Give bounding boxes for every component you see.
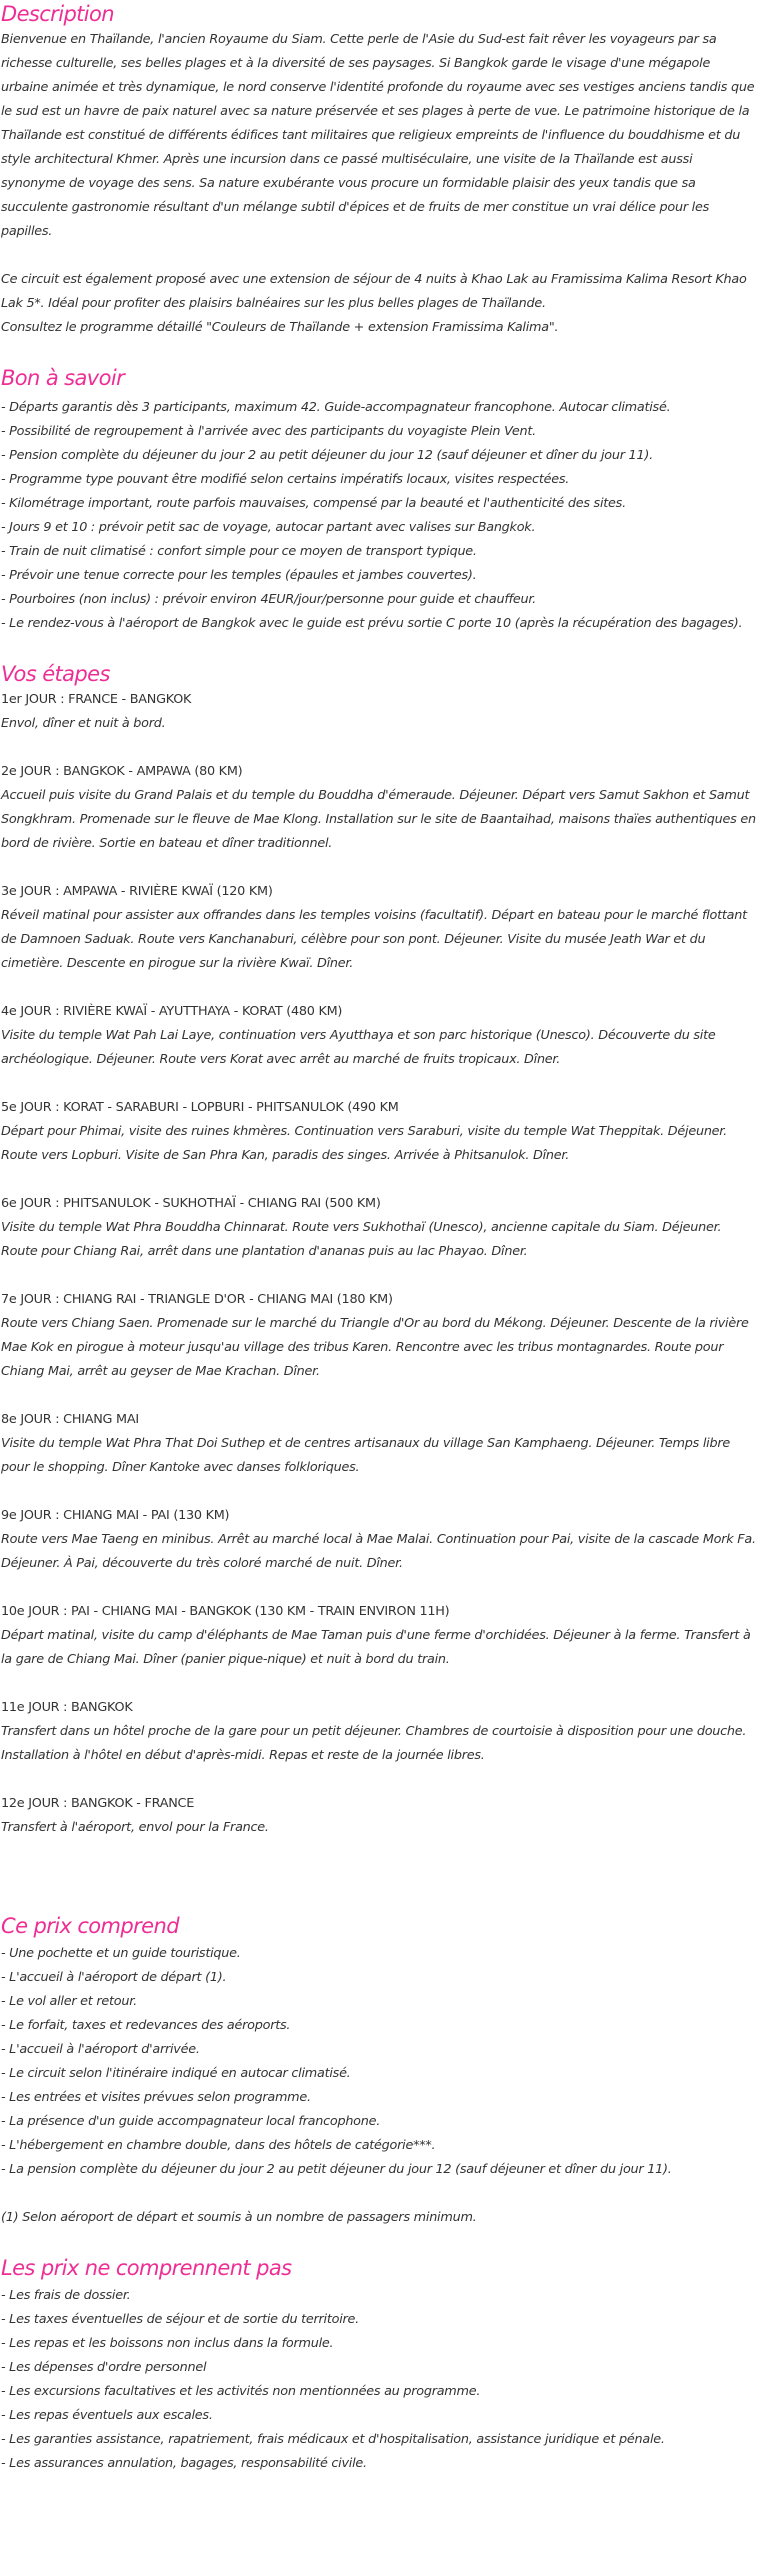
list-item: - Une pochette et un guide touristique. bbox=[1, 1946, 241, 1961]
list-item: - Le circuit selon l'itinéraire indiqué en autocar climatisé. bbox=[1, 2066, 351, 2081]
list-item: - Les garanties assistance, rapatriement, frais médicaux et d'hospitalisation, assistance juridique et pénale. bbox=[1, 2432, 665, 2447]
day-block bbox=[1, 688, 758, 736]
day-title: 4e JOUR : RIVIÈRE KWAÏ - AYUTTHAYA - KORAT (480 KM) bbox=[1, 1004, 343, 1019]
list-item: - L'accueil à l'aéroport de départ (1). bbox=[1, 1970, 227, 1985]
day-title: 9e JOUR : CHIANG MAI - PAI (130 KM) bbox=[1, 1508, 230, 1523]
day-block bbox=[1, 760, 758, 856]
day-block bbox=[1, 1408, 758, 1480]
list-item: - Kilométrage important, route parfois mauvaises, compensé par la beauté et l'authenticité des sites. bbox=[1, 496, 626, 511]
list-item: - Jours 9 et 10 : prévoir petit sac de voyage, autocar partant avec valises sur Bangkok. bbox=[1, 520, 536, 535]
list-item: - Les dépenses d'ordre personnel bbox=[1, 2360, 207, 2375]
day-title: 12e JOUR : BANGKOK - FRANCE bbox=[1, 1796, 195, 1811]
list-item: - Les assurances annulation, bagages, responsabilité civile. bbox=[1, 2456, 367, 2471]
list-item: - Les excursions facultatives et les activités non mentionnées au programme. bbox=[1, 2384, 481, 2399]
list-item: - Départs garantis dès 3 participants, maximum 42. Guide-accompagnateur francophone. Autocar climatisé. bbox=[1, 400, 671, 415]
day-block bbox=[1, 1000, 758, 1072]
list-item: - Le forfait, taxes et redevances des aéroports. bbox=[1, 2018, 291, 2033]
day-description: Route vers Chiang Saen. Promenade sur le marché du Triangle d'Or au bord du Mékong. Déjeuner. Descente de la rivière Mae Kok en pirogue à moteur jusqu'au village des tribus Karen. Rencontre avec les tribus montagnardes. Route pour Chiang Mai, arrêt au geyser de Mae Krachan. Dîner. bbox=[1, 1316, 749, 1379]
prix-comprend-list bbox=[1, 1942, 758, 2182]
etapes-heading: Vos étapes bbox=[1, 662, 110, 686]
day-description: Départ pour Phimai, visite des ruines khmères. Continuation vers Saraburi, visite du temple Wat Theppitak. Déjeuner. Route vers Lopburi. Visite de San Phra Kan, paradis des singes. Arrivée à Phitsanulok. Dîner. bbox=[1, 1124, 727, 1163]
day-title: 3e JOUR : AMPAWA - RIVIÈRE KWAÏ (120 KM) bbox=[1, 884, 273, 899]
day-description: Départ matinal, visite du camp d'éléphants de Mae Taman puis d'une ferme d'orchidées. Déjeuner à la ferme. Transfert à la gare de Chiang Mai. Dîner (panier pique-nique) et nuit à bord du train. bbox=[1, 1628, 751, 1667]
day-title: 1er JOUR : FRANCE - BANGKOK bbox=[1, 692, 192, 707]
day-description: Transfert à l'aéroport, envol pour la France. bbox=[1, 1820, 269, 1835]
bon-a-savoir-list bbox=[1, 396, 758, 636]
bon-a-savoir-heading: Bon à savoir bbox=[1, 366, 125, 390]
footnote: (1) Selon aéroport de départ et soumis à un nombre de passagers minimum. bbox=[1, 2210, 477, 2225]
prix-comprend-heading: Ce prix comprend bbox=[1, 1914, 179, 1938]
day-description: Visite du temple Wat Phra Bouddha Chinnarat. Route vers Sukhothaï (Unesco), ancienne capitale du Siam. Déjeuner. Route pour Chiang Rai, arrêt dans une plantation d'ananas puis au lac Phayao. Dîner. bbox=[1, 1220, 722, 1259]
day-block bbox=[1, 1504, 758, 1576]
day-block bbox=[1, 880, 758, 976]
prix-ne-comprennent-pas-list bbox=[1, 2284, 758, 2476]
list-item: - Les repas et les boissons non inclus dans la formule. bbox=[1, 2336, 334, 2351]
day-block bbox=[1, 1792, 758, 1840]
prix-ne-comprennent-pas-section bbox=[1, 2254, 758, 2476]
list-item: - Le rendez-vous à l'aéroport de Bangkok avec le guide est prévu sortie C porte 10 (après la récupération des bagages). bbox=[1, 616, 743, 631]
prix-comprend-section bbox=[1, 1912, 758, 2230]
list-item: - Programme type pouvant être modifié selon certains impératifs locaux, visites respectées. bbox=[1, 472, 570, 487]
day-description: Envol, dîner et nuit à bord. bbox=[1, 716, 166, 731]
bon-a-savoir-section bbox=[1, 364, 758, 636]
description-section bbox=[1, 0, 758, 340]
day-title: 10e JOUR : PAI - CHIANG MAI - BANGKOK (130 KM - TRAIN ENVIRON 11H) bbox=[1, 1604, 450, 1619]
description-paragraph-2: Ce circuit est également proposé avec une extension de séjour de 4 nuits à Khao Lak au Framissima Kalima Resort Khao Lak 5*. Idéal pour profiter des plaisirs balnéaires sur les plus belles plages de Thaïlande. bbox=[1, 272, 747, 311]
day-block bbox=[1, 1192, 758, 1264]
list-item: - Les repas éventuels aux escales. bbox=[1, 2408, 213, 2423]
etapes-section bbox=[1, 660, 758, 1840]
list-item: - Les taxes éventuelles de séjour et de sortie du territoire. bbox=[1, 2312, 359, 2327]
day-block bbox=[1, 1288, 758, 1384]
description-paragraph-3: Consultez le programme détaillé "Couleurs de Thaïlande + extension Framissima Kalima". bbox=[1, 320, 559, 335]
list-item: - Pension complète du déjeuner du jour 2 au petit déjeuner du jour 12 (sauf déjeuner et dîner du jour 11). bbox=[1, 448, 653, 463]
day-description: Accueil puis visite du Grand Palais et du temple du Bouddha d'émeraude. Déjeuner. Départ vers Samut Sakhon et Samut Songkhram. Promenade sur le fleuve de Mae Klong. Installation sur le site de Baantaihad, maisons thaïes authentiques en bord de rivière. Sortie en bateau et dîner traditionnel. bbox=[1, 788, 756, 851]
list-item: - Les entrées et visites prévues selon programme. bbox=[1, 2090, 311, 2105]
day-title: 5e JOUR : KORAT - SARABURI - LOPBURI - PHITSANULOK (490 KM bbox=[1, 1100, 399, 1115]
day-description: Transfert dans un hôtel proche de la gare pour un petit déjeuner. Chambres de courtoisie à disposition pour une douche. Installation à l'hôtel en début d'après-midi. Repas et reste de la journée libres. bbox=[1, 1724, 747, 1763]
list-item: - L'accueil à l'aéroport d'arrivée. bbox=[1, 2042, 200, 2057]
day-title: 6e JOUR : PHITSANULOK - SUKHOTHAÏ - CHIANG RAI (500 KM) bbox=[1, 1196, 381, 1211]
day-block bbox=[1, 1696, 758, 1768]
day-description: Visite du temple Wat Pah Lai Laye, continuation vers Ayutthaya et son parc historique (Unesco). Découverte du site archéologique. Déjeuner. Route vers Korat avec arrêt au marché de fruits tropicaux. Dîner. bbox=[1, 1028, 716, 1067]
day-title: 11e JOUR : BANGKOK bbox=[1, 1700, 133, 1715]
list-item: - Train de nuit climatisé : confort simple pour ce moyen de transport typique. bbox=[1, 544, 477, 559]
prix-ne-comprennent-pas-heading: Les prix ne comprennent pas bbox=[1, 2256, 292, 2280]
day-title: 7e JOUR : CHIANG RAI - TRIANGLE D'OR - CHIANG MAI (180 KM) bbox=[1, 1292, 393, 1307]
day-description: Route vers Mae Taeng en minibus. Arrêt au marché local à Mae Malai. Continuation pour Pai, visite de la cascade Mork Fa. Déjeuner. À Pai, découverte du très coloré marché de nuit. Dîner. bbox=[1, 1532, 756, 1571]
description-paragraph-1: Bienvenue en Thaïlande, l'ancien Royaume du Siam. Cette perle de l'Asie du Sud-est fait rêver les voyageurs par sa richesse culturelle, ses belles plages et à la diversité de ses paysages. Si Bangkok garde le visage d'une mégapole urbaine animée et très dynamique, le nord conserve l'identité profonde du royaume avec ses vestiges anciens tandis que le sud est un havre de paix naturel avec sa nature préservée et ses plages à perte de vue. Le patrimoine historique de la Thaïlande est constitué de différents édifices tant militaires que religieux empreints de l'influence du bouddhisme et du style architectural Khmer. Après une incursion dans ce passé multiséculaire, une visite de la Thaïlande est aussi synonyme de voyage des sens. Sa nature exubérante vous procure un formidable plaisir des yeux tandis que sa succulente gastronomie résultant d'un mélange subtil d'épices et de fruits de mer constitue un vrai délice pour les papilles. bbox=[1, 32, 755, 239]
day-block bbox=[1, 1096, 758, 1168]
day-block bbox=[1, 1600, 758, 1672]
list-item: - Pourboires (non inclus) : prévoir environ 4EUR/jour/personne pour guide et chauffeur. bbox=[1, 592, 536, 607]
day-title: 8e JOUR : CHIANG MAI bbox=[1, 1412, 139, 1427]
list-item: - Le vol aller et retour. bbox=[1, 1994, 137, 2009]
list-item: - Prévoir une tenue correcte pour les temples (épaules et jambes couvertes). bbox=[1, 568, 477, 583]
list-item: - L'hébergement en chambre double, dans des hôtels de catégorie***. bbox=[1, 2138, 436, 2153]
day-description: Visite du temple Wat Phra That Doi Suthep et de centres artisanaux du village San Kamphaeng. Déjeuner. Temps libre pour le shopping. Dîner Kantoke avec danses folkloriques. bbox=[1, 1436, 730, 1475]
description-heading: Description bbox=[1, 2, 115, 26]
list-item: - Possibilité de regroupement à l'arrivée avec des participants du voyagiste Plein Vent. bbox=[1, 424, 536, 439]
day-description: Réveil matinal pour assister aux offrandes dans les temples voisins (facultatif). Départ en bateau pour le marché flottant de Damnoen Saduak. Route vers Kanchanaburi, célèbre pour son pont. Déjeuner. Visite du musée Jeath War et du cimetière. Descente en pirogue sur la rivière Kwaï. Dîner. bbox=[1, 908, 747, 971]
day-title: 2e JOUR : BANGKOK - AMPAWA (80 KM) bbox=[1, 764, 243, 779]
list-item: - Les frais de dossier. bbox=[1, 2288, 131, 2303]
list-item: - La présence d'un guide accompagnateur local francophone. bbox=[1, 2114, 381, 2129]
list-item: - La pension complète du déjeuner du jour 2 au petit déjeuner du jour 12 (sauf déjeuner et dîner du jour 11). bbox=[1, 2162, 672, 2177]
